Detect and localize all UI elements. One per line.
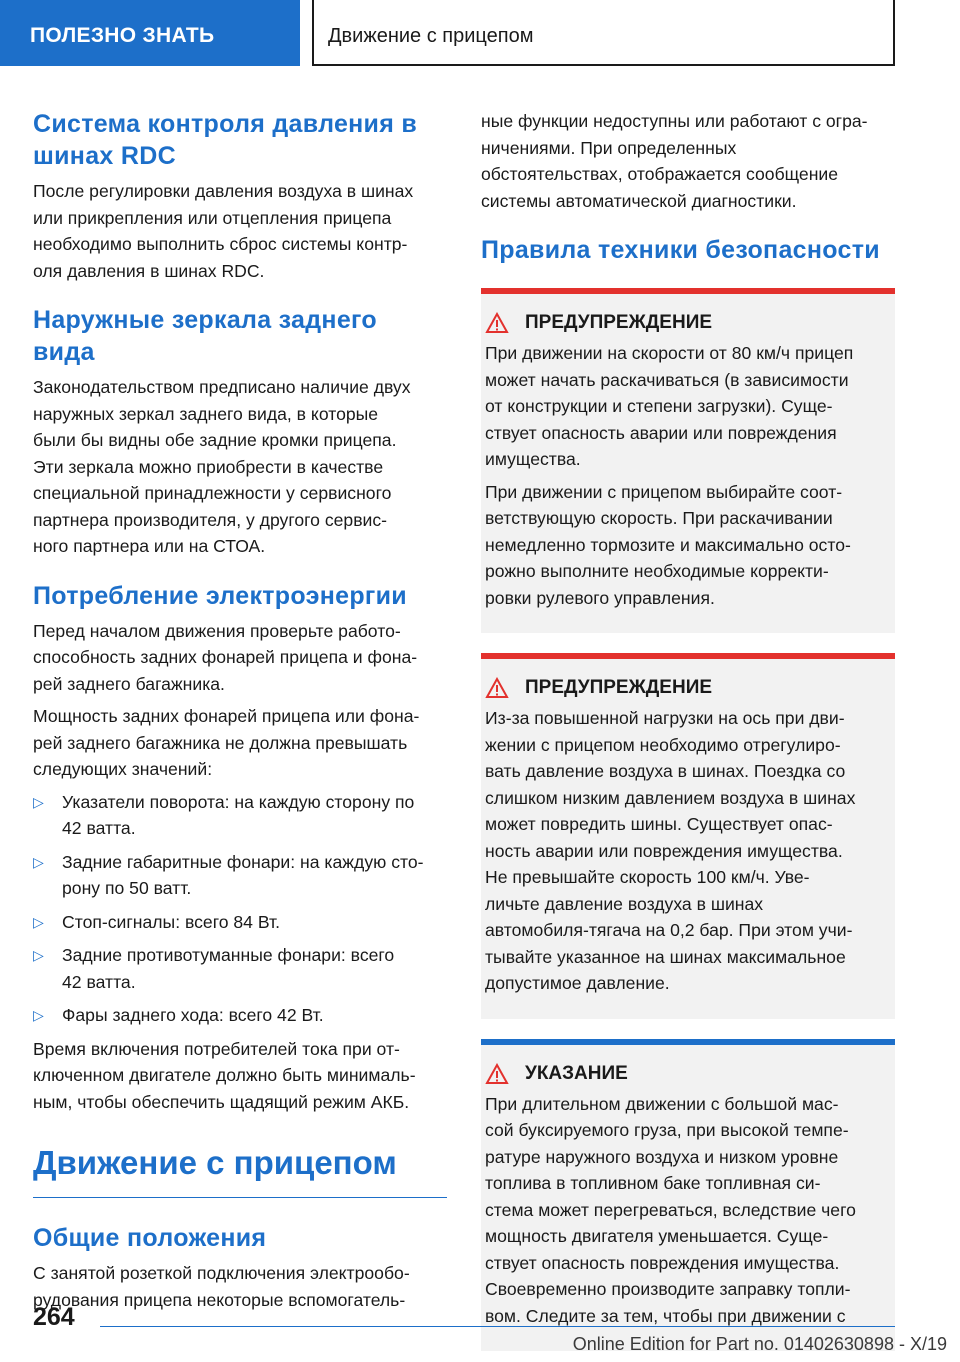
warning-box-1 (481, 288, 895, 633)
footer-edition: Online Edition for Part no. 01402630898 - X/19 (572, 1334, 947, 1354)
list-item (33, 789, 447, 842)
triangle-right-icon: ▷ (33, 853, 44, 870)
header-chapter: Движение с прицепом (312, 0, 895, 66)
safety-heading: Правила техники безопасности (481, 236, 880, 264)
note-text: При длительном движении с большой мас- сой буксируемого груза, при высокой темпе- ратуре наружного воздуха и низком уровне топлива в топливном баке топливная си- стема может перегреваться, вследствие чего мощность двигателя уменьшается. Суще- ствует опасность повреждения имущества. Своевременно производите заправку топли- вом. Следите за тем, чтобы при движении с (485, 1093, 856, 1326)
rdc-heading: Система контроля давления в шинах RDC (33, 110, 418, 170)
list-item-text: Стоп-сигналы: всего 84 Вт. (62, 911, 281, 932)
continued-text: ные функции недоступны или работают с огра- ничениями. При определенных обстоятельствах, отображается сообщение системы автоматической диагностики. (481, 111, 868, 211)
towing-heading: Движение с прицепом (33, 1144, 397, 1181)
note-title: УКАЗАНИЕ (525, 1062, 628, 1084)
power-text-2: Мощность задних фонарей прицепа или фона- рей заднего багажника не должна превышать следующих значений: (33, 706, 420, 779)
list-item-text: Задние противотуманные фонари: всего 42 ватта. (62, 945, 395, 992)
footer-rule (100, 1326, 895, 1327)
list-item (33, 909, 447, 936)
warning-text: При движении с прицепом выбирайте соот- ветствующую скорость. При раскачивании немедленно тормозите и максимально осто- рожно выполните необходимые корректи- ровки рулевого управления. (485, 481, 851, 608)
warning-box-2 (481, 653, 895, 1019)
left-column (33, 108, 447, 1313)
list-item-text: Указатели поворота: на каждую сторону по 42 ватта. (62, 791, 415, 838)
list-item-text: Фары заднего хода: всего 42 Вт. (62, 1005, 324, 1025)
power-text-1: Перед началом движения проверьте работо- способность задних фонарей прицепа и фона- рей заднего багажника. (33, 620, 418, 694)
triangle-right-icon: ▷ (33, 913, 44, 930)
list-item-text: Задние габаритные фонари: на каждую сто- рону по 50 ватт. (62, 851, 424, 898)
mirrors-text: Законодательством предписано наличие двух наружных зеркал заднего вида, в которые были бы видны обе задние кромки прицепа. Эти зеркала можно приобрести в качестве специальной принадлежности у сервисного партнера производителя, у другого сервис- ного партнера или на СТОА. (33, 377, 411, 556)
triangle-right-icon: ▷ (33, 1007, 44, 1023)
warning-text: При движении на скорости от 80 км/ч прицеп может начать раскачиваться (в зависимости от конструкции и степени загрузки). Суще- ствует опасность аварии или повреждения имущества. (485, 343, 854, 469)
power-limits-list (33, 789, 447, 1036)
right-column (481, 108, 895, 1351)
triangle-right-icon: ▷ (33, 947, 44, 963)
page-number: 264 (33, 1303, 75, 1331)
mirrors-heading: Наружные зеркала заднего вида (33, 306, 377, 366)
warning-triangle-icon (485, 1063, 509, 1085)
power-heading: Потребление электроэнергии (33, 581, 407, 610)
list-item (33, 1002, 447, 1029)
warning-text: Из-за повышенной нагрузки на ось при дви- жении с прицепом необходимо отрегулиро- вать давление воздуха в шинах. Поездка со слишком низким давлением воздуха в шинах может повредить шины. Существует опас- ность аварии или повреждения имущества. Не превышайте скорость 100 км/ч. Уве- личьте давление воздуха в шинах автомобиля-тягача на 0,2 бар. При этом учи- тывайте указанное на шинах максимальное допустимое давление. (485, 708, 856, 993)
note-box (481, 1039, 895, 1352)
general-text: С занятой розеткой подключения электрообо- рудования прицепа некоторые вспомогатель- (33, 1263, 410, 1310)
warning-title: ПРЕДУПРЕЖДЕНИЕ (525, 312, 713, 333)
warning-title: ПРЕДУПРЕЖДЕНИЕ (525, 677, 713, 698)
list-item (33, 849, 447, 902)
power-text-3: Время включения потребителей тока при от- ключенном двигателе должно быть минималь- ным, чтобы обеспечить щадящий режим АКБ. (33, 1038, 416, 1112)
header-section: ПОЛЕЗНО ЗНАТЬ (0, 0, 300, 66)
general-heading: Общие положения (33, 1224, 267, 1252)
warning-triangle-icon (485, 677, 509, 699)
rdc-text: После регулировки давления воздуха в шинах или прикрепления или отцепления прицепа необходимо выполнить сброс системы контр- оля давления в шинах RDC. (33, 181, 414, 281)
triangle-right-icon: ▷ (33, 793, 44, 810)
list-item (33, 942, 447, 995)
warning-triangle-icon (485, 312, 509, 334)
